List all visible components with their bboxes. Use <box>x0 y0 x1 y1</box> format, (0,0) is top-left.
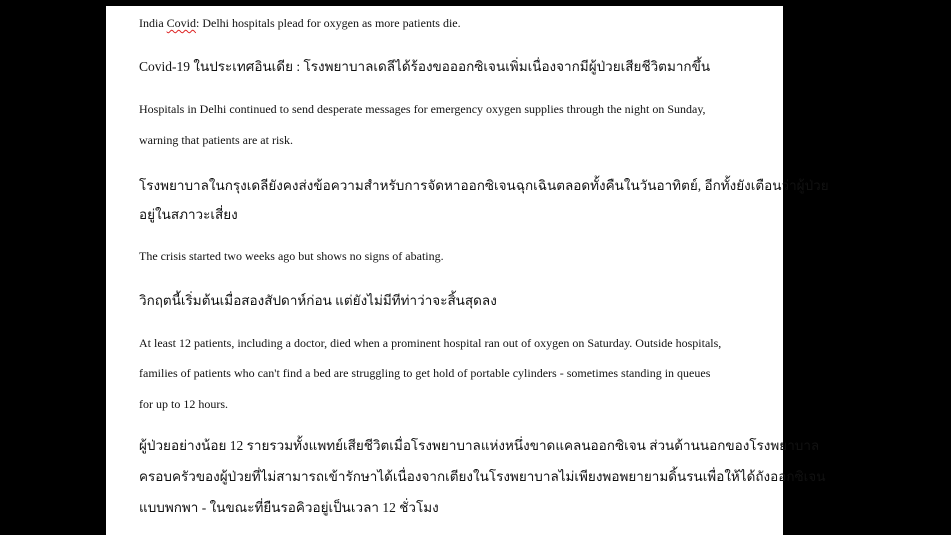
para1-th-line-1: โรงพยาบาลในกรุงเดลียังคงส่งข้อความสำหรับการจัดหาออกซิเจนฉุกเฉินตลอดทั้งคืนในวันอาทิตย์, อีกทั้งยังเตือนว่าผู้ป่วย <box>139 178 829 193</box>
para3-th-line-2: ครอบครัวของผู้ป่วยที่ไม่สามารถเข้ารักษาได้เนื่องจากเตียงในโรงพยาบาลไม่เพียงพอพยายามดิ้นรนเพื่อให้ได้ถังออกซิเจน <box>139 469 826 484</box>
para3-th-line-1: ผู้ป่วยอย่างน้อย 12 รายรวมทั้งแพทย์เสียชีวิตเมื่อโรงพยาบาลแห่งหนึ่งขาดแคลนออกซิเจน ส่วนด้านนอกของโรงพยาบาล <box>139 438 820 453</box>
para3-en-line-2: families of patients who can't find a bed are struggling to get hold of portable cylinders - sometimes standing in queues <box>139 366 711 380</box>
para2-th: วิกฤตนี้เริ่มต้นเมื่อสองสัปดาห์ก่อน แต่ยังไม่มีทีท่าว่าจะสิ้นสุดลง <box>139 293 497 308</box>
document-page <box>106 6 829 535</box>
title-prefix: India <box>139 16 167 30</box>
para1-th-line-2: อยู่ในสภาวะเสี่ยง <box>139 207 238 222</box>
para3-th-line-3: แบบพกพา - ในขณะที่ยืนรอคิวอยู่เป็นเวลา 12 ชั่วโมง <box>139 500 439 515</box>
para1-en-line-1: Hospitals in Delhi continued to send desperate messages for emergency oxygen supplies through the night on Sunday, <box>139 102 706 116</box>
para3-en-line-3: for up to 12 hours. <box>139 397 228 411</box>
para3-en-line-1: At least 12 patients, including a doctor, died when a prominent hospital ran out of oxygen on Saturday. Outside hospitals, <box>139 336 722 350</box>
title-en <box>139 16 461 31</box>
para1-en-line-2: warning that patients are at risk. <box>139 133 293 147</box>
title-th: Covid-19 ในประเทศอินเดีย : โรงพยาบาลเดลีได้ร้องขอออกซิเจนเพิ่มเนื่องจากมีผู้ป่วยเสียชีวิตมากขึ้น <box>139 59 711 74</box>
para2-en: The crisis started two weeks ago but shows no signs of abating. <box>139 249 444 263</box>
spellcheck-flagged-word[interactable]: Covid <box>166 16 196 30</box>
title-suffix: : Delhi hospitals plead for oxygen as more patients die. <box>196 16 461 30</box>
